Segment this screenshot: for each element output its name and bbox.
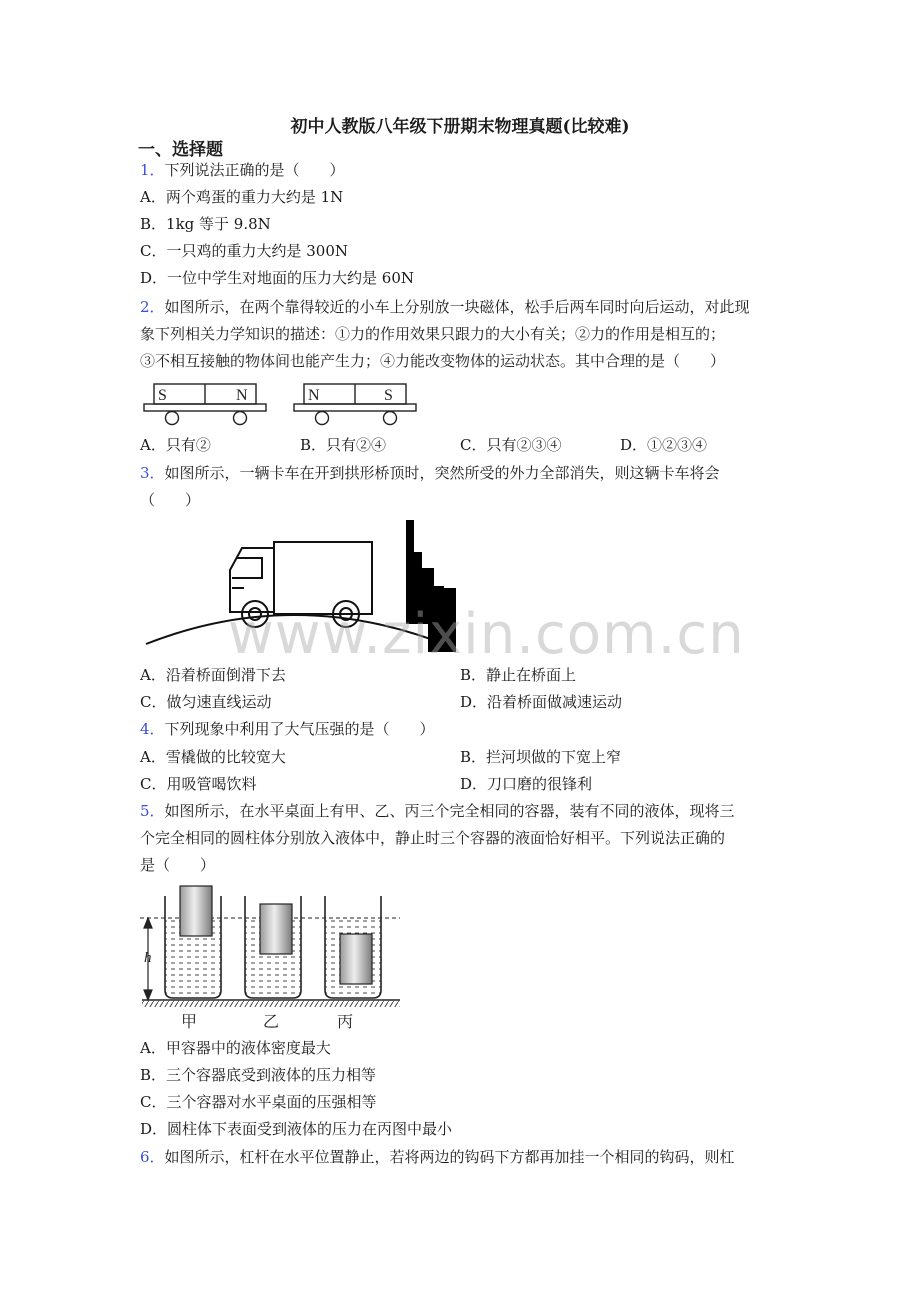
question-number: 6． — [140, 1148, 165, 1166]
q3-option-d: D．沿着桥面做减速运动 — [460, 693, 623, 711]
q4-option-a: A．雪橇做的比较宽大 — [140, 748, 286, 766]
q2-option-b: B．只有②④ — [300, 436, 387, 454]
q5-option-c: C．三个容器对水平桌面的压强相等 — [140, 1093, 377, 1111]
page-title: 初中人教版八年级下册期末物理真题(比较难) — [290, 117, 630, 137]
q3-option-b: B．静止在桥面上 — [460, 666, 577, 684]
q1-option-a: A．两个鸡蛋的重力大约是 1N — [140, 188, 344, 206]
container-label: 乙 — [263, 1012, 280, 1031]
question-stem: 下列说法正确的是（ ） — [164, 161, 345, 179]
q4-option-c: C．用吸管喝饮料 — [140, 775, 257, 793]
container-bing — [325, 896, 381, 998]
q2-option-d: D．①②③④ — [620, 436, 708, 454]
q5-option-b: B．三个容器底受到液体的压力相等 — [140, 1066, 377, 1084]
watermark: www.zixin.com.cn — [228, 602, 745, 667]
question-stem-line: 如图所示，在两个靠得较近的小车上分别放一块磁体，松手后两车同时向后运动，对此现 — [164, 298, 750, 316]
magnet-pole: N — [236, 387, 248, 404]
container-label: 丙 — [337, 1012, 354, 1031]
q2-option-a: A．只有② — [140, 436, 211, 454]
question-number: 5． — [140, 802, 165, 820]
container-label: 甲 — [181, 1012, 198, 1031]
container-jia — [165, 886, 221, 998]
question-1 — [140, 160, 345, 180]
question-3 — [140, 463, 720, 483]
q3-option-c: C．做匀速直线运动 — [140, 693, 272, 711]
section-heading: 一、选择题 — [138, 140, 223, 160]
question-number: 2． — [140, 298, 165, 316]
q4-option-d: D．刀口磨的很锋利 — [460, 775, 593, 793]
q3-option-a: A．沿着桥面倒滑下去 — [140, 666, 286, 684]
question-stem-line: ③不相互接触的物体间也能产生力；④力能改变物体的运动状态。其中合理的是（ ） — [140, 352, 726, 370]
question-stem-line: 如图所示，杠杆在水平位置静止，若将两边的钩码下方都再加挂一个相同的钩码，则杠 — [164, 1148, 735, 1166]
height-label: h — [144, 950, 152, 966]
question-stem-line: 个完全相同的圆柱体分别放入液体中，静止时三个容器的液面恰好相平。下列说法正确的 — [140, 829, 726, 847]
three-containers-figure — [138, 882, 408, 1032]
question-stem: 下列现象中利用了大气压强的是（ ） — [164, 720, 435, 738]
q4-option-b: B．拦河坝做的下宽上窄 — [460, 748, 622, 766]
question-number: 4． — [140, 720, 165, 738]
container-yi — [245, 896, 301, 998]
question-stem-line: 如图所示，一辆卡车在开到拱形桥顶时，突然所受的外力全部消失，则这辆卡车将会 — [164, 464, 720, 482]
magnet-pole: S — [384, 387, 393, 404]
q2-option-c: C．只有②③④ — [460, 436, 562, 454]
q1-option-d: D．一位中学生对地面的压力大约是 60N — [140, 269, 415, 287]
magnet-carts-figure — [142, 380, 432, 430]
question-4 — [140, 719, 435, 739]
question-number: 1． — [140, 161, 165, 179]
question-stem-line: 是（ ） — [140, 856, 216, 874]
q1-option-c: C．一只鸡的重力大约是 300N — [140, 242, 349, 260]
q5-option-d: D．圆柱体下表面受到液体的压力在丙图中最小 — [140, 1120, 453, 1138]
question-5 — [140, 801, 735, 821]
q1-option-b: B．1kg 等于 9.8N — [140, 215, 271, 233]
question-stem-line: 如图所示，在水平桌面上有甲、乙、丙三个完全相同的容器，装有不同的液体，现将三 — [164, 802, 735, 820]
question-2 — [140, 297, 750, 317]
question-stem-line: （ ） — [140, 491, 201, 509]
question-number: 3． — [140, 464, 165, 482]
q5-option-a: A．甲容器中的液体密度最大 — [140, 1039, 331, 1057]
magnet-pole: S — [158, 387, 167, 404]
magnet-pole: N — [308, 387, 320, 404]
question-stem-line: 象下列相关力学知识的描述：①力的作用效果只跟力的大小有关；②力的作用是相互的； — [140, 325, 726, 343]
question-6 — [140, 1147, 735, 1167]
